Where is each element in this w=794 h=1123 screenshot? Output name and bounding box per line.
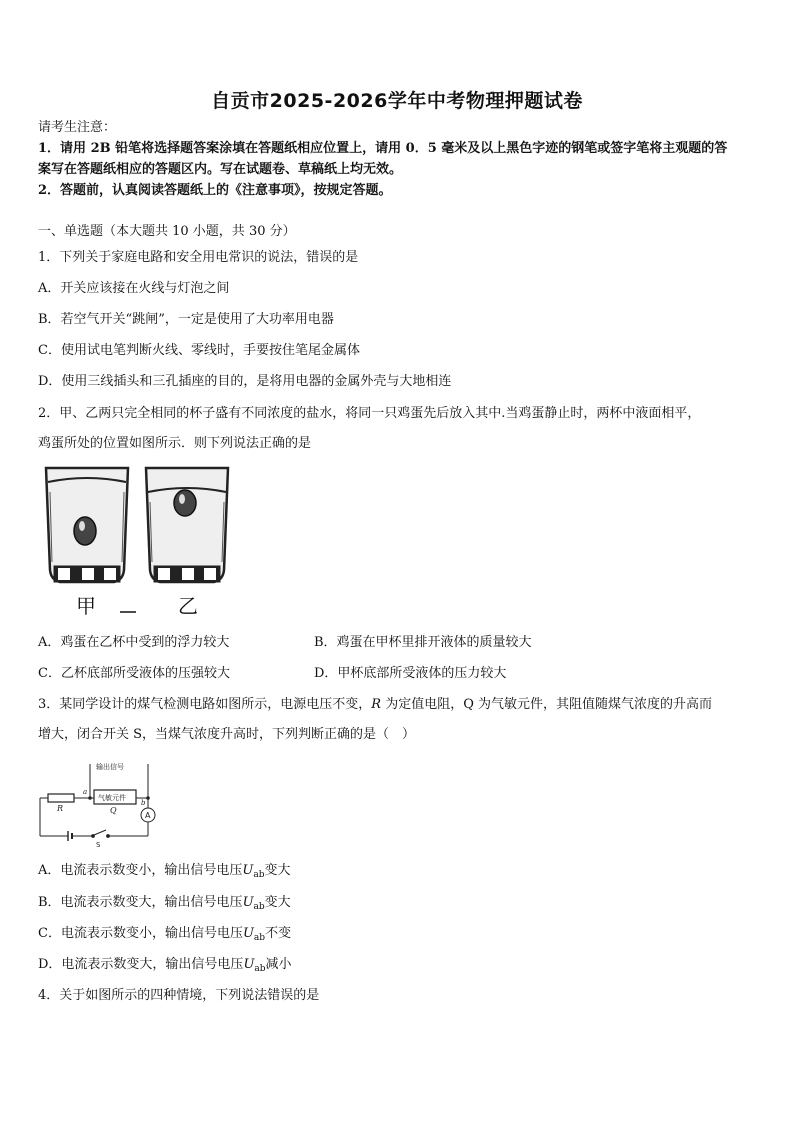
- cups-figure: [40, 462, 230, 622]
- cup-right-label: 乙: [178, 594, 198, 618]
- node-a-label: a: [83, 788, 88, 796]
- q3-option-b-u: U: [242, 895, 254, 910]
- q1-option-a: A．开关应该接在火线与灯泡之间: [38, 281, 230, 296]
- notice-item-1: 1．请用 2B 铅笔将选择题答案涂填在答题纸相应位置上，请用 0．5 毫米及以上黑色字迹的钢笔或签字笔将主观题的答: [38, 141, 728, 156]
- switch-s-label: S: [96, 841, 101, 848]
- cups-illustration: [40, 462, 230, 622]
- q3-option-a-end: 变大: [264, 863, 291, 878]
- sensor-q-label: Q: [110, 806, 117, 815]
- q3-option-a-u: U: [242, 863, 254, 878]
- q3-option-d: [38, 955, 758, 979]
- q3-stem-line1: [38, 695, 758, 715]
- q3-option-c-end: 不变: [265, 926, 292, 941]
- sensor-label: 气敏元件: [98, 794, 126, 802]
- q1-option-b: B．若空气开关“跳闸”，一定是使用了大功率用电器: [38, 312, 334, 327]
- q3-stem-line2: 增大，闭合开关 S，当煤气浓度升高时，下列判断正确的是（ ）: [38, 727, 416, 742]
- q3-option-b: [38, 893, 758, 917]
- cup-right: [146, 468, 228, 582]
- q3-option-c-text: C．电流表示数变小，输出信号电压: [38, 926, 243, 941]
- notice-item-1-cont: 案写在答题纸相应的答题区内。写在试题卷、草稿纸上均无效。: [38, 162, 403, 177]
- q3-option-a: [38, 861, 758, 885]
- resistor-r-label: R: [57, 804, 64, 813]
- q3-stem-part1: 3．某同学设计的煤气检测电路如图所示，电源电压不变，: [38, 697, 372, 712]
- q3-option-c: [38, 924, 758, 948]
- q2-stem-line1: 2．甲、乙两只完全相同的杯子盛有不同浓度的盐水，将同一只鸡蛋先后放入其中.当鸡蛋静止时，两杯中液面相平，: [38, 406, 701, 421]
- q2-option-c: C．乙杯底部所受液体的压强较大: [38, 666, 230, 681]
- notice-heading: 请考生注意：: [38, 120, 117, 135]
- q3-option-a-text: A．电流表示数变小，输出信号电压: [38, 863, 243, 878]
- notice-item-2: 2．答题前，认真阅读答题纸上的《注意事项》，按规定答题。: [38, 183, 392, 198]
- circuit-diagram: [38, 760, 160, 848]
- q3-option-d-end: 减小: [265, 957, 292, 972]
- q3-stem-part2: 为定值电阻，Q 为气敏元件，其阻值随煤气浓度的升高而: [381, 697, 713, 712]
- q1-option-d: D．使用三线插头和三孔插座的目的，是将用电器的金属外壳与大地相连: [38, 374, 452, 389]
- output-signal-label: 输出信号: [96, 763, 124, 771]
- q2-option-b: B．鸡蛋在甲杯里排开液体的质量较大: [314, 635, 532, 650]
- q2-option-a: A．鸡蛋在乙杯中受到的浮力较大: [38, 635, 230, 650]
- q2-stem-line2: 鸡蛋所处的位置如图所示．则下列说法正确的是: [38, 436, 312, 451]
- q3-option-d-text: D．电流表示数变大，输出信号电压: [38, 957, 244, 972]
- q3-option-a-sub: ab: [253, 870, 265, 880]
- q3-option-c-sub: ab: [253, 933, 266, 943]
- cup-left-label: 甲: [76, 594, 96, 618]
- q3-option-b-text: B．电流表示数变大，输出信号电压: [38, 895, 243, 910]
- q3-option-d-sub: ab: [254, 964, 266, 974]
- q3-option-b-sub: ab: [253, 902, 265, 912]
- circuit-figure: [38, 760, 160, 848]
- q3-option-d-u: U: [243, 957, 255, 972]
- q2-option-d: D．甲杯底部所受液体的压力较大: [314, 666, 507, 681]
- q3-stem-r: R: [371, 697, 382, 712]
- q1-stem: 1．下列关于家庭电路和安全用电常识的说法，错误的是: [38, 250, 359, 265]
- ammeter-label: A: [145, 811, 151, 820]
- q1-option-c: C．使用试电笔判断火线、零线时，手要按住笔尾金属体: [38, 343, 360, 358]
- page-title: 自贡市2025-2026学年中考物理押题试卷: [211, 90, 583, 112]
- q3-option-b-end: 变大: [264, 895, 291, 910]
- cup-left: [46, 468, 128, 582]
- node-b-label: b: [141, 799, 146, 807]
- q3-option-c-u: U: [242, 926, 254, 941]
- section-heading: 一、单选题（本大题共 10 小题，共 30 分）: [38, 224, 296, 239]
- q4-stem: 4．关于如图所示的四种情境，下列说法错误的是: [38, 988, 320, 1003]
